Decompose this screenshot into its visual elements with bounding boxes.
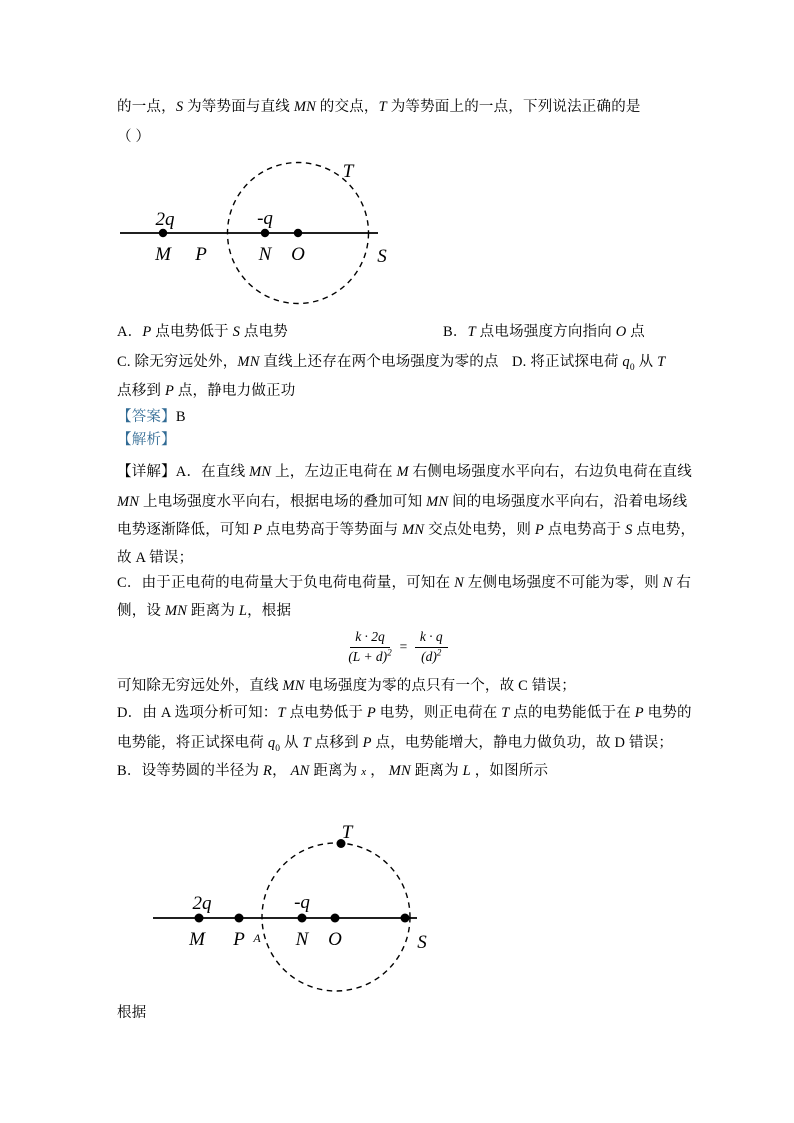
label-n: N [295,929,309,950]
point-m-dot [195,914,204,923]
denominator-left: $(L + d)^2$ [348,647,392,664]
detail-line: D．由 A 选项分析可知：T 点电势低于 P 电势，则正电荷在 T 点的电势能低于在 P 电势的 [117,705,692,721]
detail-line: 可知除无穷远处外，直线 MN 电场强度为零的点只有一个，故 C 错误； [117,678,576,694]
analysis-line [117,430,683,450]
label-o: O [328,929,342,950]
option-c: C. 除无穷远处外，MN 直线上还存在两个电场强度为零的点 [117,354,499,370]
detail-line: 故 A 错误； [117,550,194,566]
label-o: O [291,244,305,265]
point-n-dot [261,229,269,237]
point-n-dot [298,914,307,923]
detail-line: 侧，设 MN 距离为 L，根据 [117,603,292,619]
analysis-tag: 【解析】 [117,432,176,448]
label-t: T [342,161,354,182]
label-m: M [189,929,205,950]
label-n: N [258,244,272,265]
label-p: P [195,244,207,265]
detail-line: MN 上电场强度水平向右，根据电场的叠加可知 MN 间的电场强度水平向右，沿着电场线 [117,494,688,510]
label-s: S [417,932,427,953]
field-zero-equation [117,624,679,670]
detail-line: C．由于正电荷的电荷量大于负电荷电荷量，可知在 N 左侧电场强度不可能为零，则 N 右 [117,575,692,591]
charge-2q-label: 2q [192,893,212,914]
denominator-right: $(d)^2$ [421,647,442,664]
numerator-left: k · 2q [350,629,390,648]
option-d: D. 将正试探电荷 $q_0$ 从 T [512,354,666,373]
detail-line: 【详解】A．在直线 MN 上，左边正电荷在 M 右侧电场强度水平向右，右边负电荷在直线 [117,464,692,480]
option-a: A．P 点电势低于 S 点电势 [117,324,288,340]
option-b: B．T 点电场强度方向指向 O 点 [443,324,645,340]
detail-line: B．设等势圆的半径为 R， AN 距离为 x ， MN 距离为 L ，如图所示 [117,763,549,779]
answer-value: B [175,409,186,425]
point-s-dot [401,914,410,923]
label-t: T [341,822,353,843]
detail-line: 电势能，将正试探电荷 $q_0$ 从 T 点移到 P 点，电势能增大，静电力做负功，故 D 错误； [117,735,674,754]
charge-2q-label: 2q [155,209,175,230]
charges-diagram-2 [145,813,445,1008]
label-a: A [253,931,261,945]
option-d-continuation: 点移到 P 点，静电力做正功 [117,383,296,399]
charge-negq-label: -q [294,892,310,913]
fraction-right [415,629,448,666]
label-s: S [377,246,387,267]
question-line-1: 的一点，S 为等势面与直线 MN 的交点，T 为等势面上的一点，下列说法正确的是 [117,99,641,115]
answer-tag: 【答案】 [117,409,176,425]
charges-diagram-1 [110,150,402,322]
point-o-dot [331,914,340,923]
footer-text: 根据 [117,1005,147,1021]
numerator-right: k · q [415,629,448,648]
label-p: P [233,929,245,950]
point-o-dot [294,229,302,237]
detail-line: 电势逐渐降低，可知 P 点电势高于等势面与 MN 交点处电势，则 P 点电势高于 S 点电势， [117,522,696,538]
point-p-dot [235,914,244,923]
label-m: M [155,244,171,265]
equals-sign: = [398,639,408,654]
answer-line [117,407,683,427]
question-line-2: （ ） [117,129,151,145]
point-m-dot [159,229,167,237]
fraction-left [348,629,391,666]
charge-negq-label: -q [257,208,273,229]
